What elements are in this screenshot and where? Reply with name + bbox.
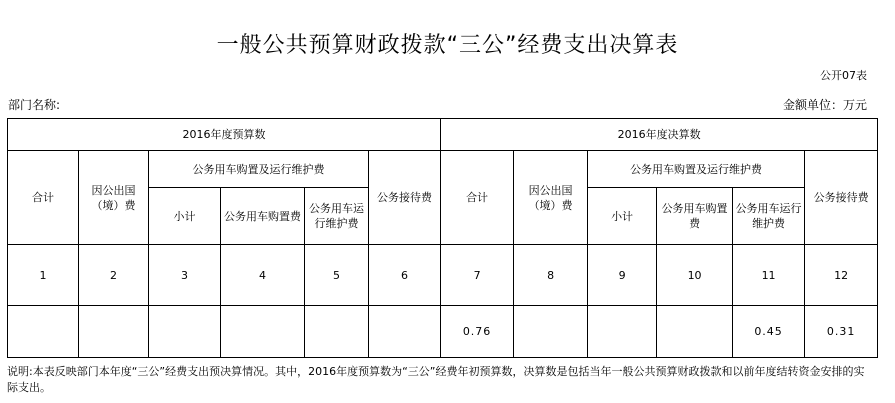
column-header-row-1 bbox=[8, 151, 878, 188]
form-code: 公开07表 bbox=[820, 69, 867, 82]
final-vehicle-purchase-header: 公务用车购置费 bbox=[657, 188, 733, 245]
final-subtotal-header: 小计 bbox=[588, 188, 657, 245]
final-reception-header: 公务接待费 bbox=[805, 151, 878, 245]
column-number-cell: 4 bbox=[221, 245, 305, 306]
final-total-header: 合计 bbox=[441, 151, 514, 245]
column-number-row bbox=[8, 245, 878, 306]
column-number-cell: 8 bbox=[514, 245, 588, 306]
column-number-cell: 2 bbox=[79, 245, 149, 306]
final-reception-value: 0.31 bbox=[805, 306, 878, 358]
column-number-cell: 3 bbox=[149, 245, 221, 306]
column-number-cell: 1 bbox=[8, 245, 79, 306]
budget-vehicle-operation-value bbox=[305, 306, 369, 358]
final-vehicle-operation-header: 公务用车运行维护费 bbox=[733, 188, 805, 245]
amount-unit-label: 金额单位：万元 bbox=[782, 98, 867, 112]
final-vehicle-operation-value: 0.45 bbox=[733, 306, 805, 358]
three-public-expenses-table bbox=[7, 118, 878, 358]
final-group-header: 2016年度决算数 bbox=[441, 119, 878, 151]
explanatory-note: 说明:本表反映部门本年度“三公”经费支出预决算情况。其中，2016年度预算数为“三公”经费年初预算数，决算数是包括当年一般公共预算财政拨款和以前年度结转资金安排的实际支出。 bbox=[7, 365, 865, 394]
column-number-cell: 7 bbox=[441, 245, 514, 306]
page-title: 一般公共预算财政拨款“三公”经费支出决算表 bbox=[216, 33, 679, 58]
column-number-cell: 10 bbox=[657, 245, 733, 306]
final-vehicle-purchase-value bbox=[657, 306, 733, 358]
budget-vehicle-purchase-header: 公务用车购置费 bbox=[221, 188, 305, 245]
budget-total-header: 合计 bbox=[8, 151, 79, 245]
budget-group-header: 2016年度预算数 bbox=[8, 119, 441, 151]
final-abroad-header: 因公出国（境）费 bbox=[514, 151, 588, 245]
budget-total-value bbox=[8, 306, 79, 358]
budget-subtotal-value bbox=[149, 306, 221, 358]
column-number-cell: 5 bbox=[305, 245, 369, 306]
budget-vehicle-group-header: 公务用车购置及运行维护费 bbox=[149, 151, 369, 188]
column-number-cell: 11 bbox=[733, 245, 805, 306]
department-name-label: 部门名称: bbox=[8, 98, 61, 112]
budget-subtotal-header: 小计 bbox=[149, 188, 221, 245]
final-total-value: 0.76 bbox=[441, 306, 514, 358]
column-number-cell: 6 bbox=[369, 245, 441, 306]
budget-reception-header: 公务接待费 bbox=[369, 151, 441, 245]
budget-vehicle-purchase-value bbox=[221, 306, 305, 358]
column-number-cell: 12 bbox=[805, 245, 878, 306]
budget-vehicle-operation-header: 公务用车运行维护费 bbox=[305, 188, 369, 245]
final-subtotal-value bbox=[588, 306, 657, 358]
final-abroad-value bbox=[514, 306, 588, 358]
budget-abroad-value bbox=[79, 306, 149, 358]
budget-reception-value bbox=[369, 306, 441, 358]
budget-abroad-header: 因公出国（境）费 bbox=[79, 151, 149, 245]
final-vehicle-group-header: 公务用车购置及运行维护费 bbox=[588, 151, 805, 188]
value-row bbox=[8, 306, 878, 358]
column-number-cell: 9 bbox=[588, 245, 657, 306]
group-header-row bbox=[8, 119, 878, 151]
